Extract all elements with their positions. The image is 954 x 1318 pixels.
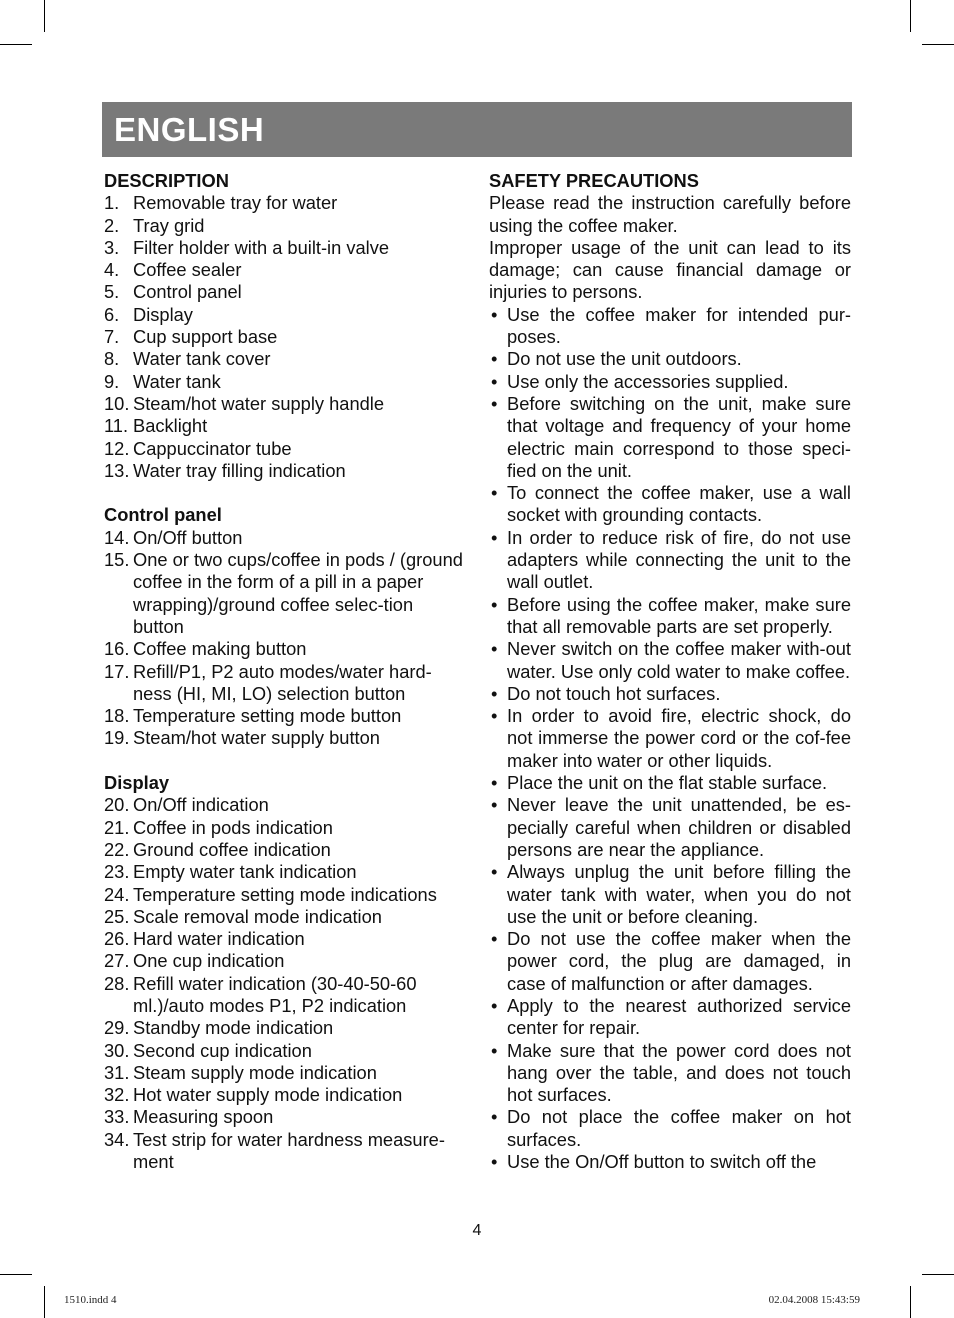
footer-timestamp: 02.04.2008 15:43:59: [768, 1294, 860, 1306]
list-item-number: 32.: [104, 1084, 130, 1106]
safety-intro-paragraph: Improper usage of the unit can lead to its damage; can cause financial damage or injuries to persons.: [489, 236, 851, 303]
list-item-text: Removable tray for water: [133, 192, 338, 214]
list-item-text: Coffee sealer: [133, 259, 242, 281]
list-item-text: Cup support base: [133, 326, 278, 348]
footer-file-info: 1510.indd 4: [64, 1294, 117, 1306]
list-item-number: 33.: [104, 1106, 130, 1128]
list-item: [104, 906, 466, 928]
list-item: [104, 304, 466, 326]
safety-bullet-text: To connect the coffee maker, use a wall socket with grounding contacts.: [507, 482, 851, 526]
list-item-number: 1.: [104, 192, 120, 214]
list-item: [104, 1017, 466, 1039]
safety-bullet-text: Apply to the nearest authorized service center for repair.: [507, 994, 851, 1039]
list-item: [104, 839, 466, 861]
control-panel-heading: Control panel: [104, 504, 222, 526]
list-item-number: 13.: [104, 459, 130, 481]
list-item: [104, 259, 466, 281]
crop-mark: [910, 0, 911, 32]
list-item-text: Measuring spoon: [133, 1106, 274, 1128]
crop-mark: [0, 1274, 32, 1275]
list-item-number: 20.: [104, 794, 130, 816]
crop-mark: [44, 0, 45, 32]
safety-bullet-text: Make sure that the power cord does not hang over the table, and does not touch hot surfaces.: [507, 1039, 851, 1106]
list-item-number: 5.: [104, 281, 120, 303]
list-item-number: 28.: [104, 972, 130, 994]
list-item-text: Steam/hot water supply button: [133, 727, 380, 749]
safety-bullet-text: Do not use the unit outdoors.: [507, 348, 742, 370]
bullet-icon: •: [491, 348, 498, 370]
safety-bullet-text: In order to reduce risk of fire, do not use adapters while connecting the unit to the wall outlet.: [507, 526, 851, 593]
list-item-text: Standby mode indication: [133, 1017, 334, 1039]
list-item: [104, 393, 466, 415]
list-item: [104, 281, 466, 303]
page-number: 4: [472, 1222, 482, 1239]
list-item-number: 23.: [104, 861, 130, 883]
list-item: [104, 1129, 466, 1174]
list-item-number: 19.: [104, 727, 130, 749]
list-item: [104, 1040, 466, 1062]
list-item-number: 31.: [104, 1061, 130, 1083]
list-item-text: Cappuccinator tube: [133, 437, 292, 459]
list-item-text: Filter holder with a built-in valve: [133, 236, 390, 258]
safety-bullet-text: Do not place the coffee maker on hot surfaces.: [507, 1106, 851, 1150]
list-item-text: Display: [133, 303, 193, 325]
safety-intro-paragraph: Please read the instruction carefully before using the coffee maker.: [489, 192, 851, 236]
bullet-icon: •: [491, 593, 498, 615]
list-item: [104, 1084, 466, 1106]
safety-bullet-item: [489, 527, 851, 594]
list-item-number: 18.: [104, 705, 130, 727]
list-item-number: 8.: [104, 348, 120, 370]
list-item: [104, 661, 466, 706]
list-item-text: Water tray filling indication: [133, 459, 346, 481]
crop-mark: [910, 1286, 911, 1318]
list-item-number: 27.: [104, 950, 130, 972]
banner-title: ENGLISH: [114, 111, 265, 148]
list-item-number: 7.: [104, 326, 120, 348]
list-item-number: 25.: [104, 905, 130, 927]
list-item-text: Steam supply mode indication: [133, 1061, 377, 1083]
safety-bullet-item: [489, 371, 851, 393]
list-item: [104, 192, 466, 214]
list-item-text: Scale removal mode indication: [133, 905, 382, 927]
safety-bullet-item: [489, 928, 851, 995]
list-item-text: On/Off indication: [133, 794, 269, 816]
list-item: [104, 950, 466, 972]
safety-bullet-item: [489, 995, 851, 1040]
bullet-icon: •: [491, 705, 498, 727]
list-item: [104, 371, 466, 393]
safety-bullet-text: Before switching on the unit, make sure that voltage and frequency of your home electric main correspond to those speci-fied on the unit.: [507, 392, 851, 481]
safety-bullet-item: [489, 683, 851, 705]
language-banner: [102, 102, 852, 157]
bullet-icon: •: [491, 482, 498, 504]
bullet-icon: •: [491, 772, 498, 794]
list-item-number: 11.: [104, 415, 129, 437]
list-item: [104, 549, 466, 638]
list-item-number: 4.: [104, 259, 120, 281]
list-item-text: Control panel: [133, 281, 242, 303]
list-item-number: 9.: [104, 370, 120, 392]
list-item-text: Empty water tank indication: [133, 861, 357, 883]
list-item-number: 21.: [104, 816, 130, 838]
safety-bullet-text: Use only the accessories supplied.: [507, 370, 789, 392]
list-item-text: Water tank: [133, 370, 221, 392]
left-column: [104, 170, 466, 1173]
safety-bullet-text: Before using the coffee maker, make sure that all removable parts are set properly.: [507, 593, 851, 637]
safety-bullet-text: Always unplug the unit before filling the water tank with water, when you do not use the unit or before cleaning.: [507, 861, 851, 927]
bullet-icon: •: [491, 861, 498, 883]
bullet-icon: •: [491, 682, 498, 704]
bullet-icon: •: [491, 1106, 498, 1128]
list-item: [104, 928, 466, 950]
bullet-icon: •: [491, 370, 498, 392]
list-item: [104, 973, 466, 1018]
safety-heading: SAFETY PRECAUTIONS: [489, 170, 699, 191]
list-item: [104, 638, 466, 660]
list-item-text: Refill water indication (30-40-50-60 ml.)/auto modes P1, P2 indication: [133, 972, 417, 1016]
list-item: [104, 884, 466, 906]
safety-bullet-item: [489, 1151, 851, 1173]
list-item: [104, 438, 466, 460]
list-item: [104, 705, 466, 727]
safety-bullet-item: [489, 594, 851, 639]
list-item-text: Ground coffee indication: [133, 838, 331, 860]
list-item-text: On/Off button: [133, 526, 243, 548]
safety-bullet-item: [489, 638, 851, 683]
list-item-text: Refill/P1, P2 auto modes/water hard-ness (HI, MI, LO) selection button: [133, 660, 432, 704]
bullet-icon: •: [491, 1039, 498, 1061]
list-item-number: 16.: [104, 638, 130, 660]
control-panel-list: [104, 527, 466, 750]
display-list: [104, 794, 466, 1173]
list-item-number: 12.: [104, 437, 130, 459]
list-item: [104, 1106, 466, 1128]
list-item: [104, 348, 466, 370]
list-item-text: Steam/hot water supply handle: [133, 392, 385, 414]
list-item: [104, 817, 466, 839]
safety-bullet-item: [489, 1040, 851, 1107]
list-item-text: Tray grid: [133, 214, 205, 236]
safety-bullet-text: Never switch on the coffee maker with-out water. Use only cold water to make coffee.: [507, 638, 851, 682]
safety-bullet-item: [489, 794, 851, 861]
bullet-icon: •: [491, 794, 498, 816]
list-item: [104, 460, 466, 482]
bullet-icon: •: [491, 526, 498, 548]
bullet-icon: •: [491, 994, 498, 1016]
safety-bullet-item: [489, 393, 851, 482]
crop-mark: [922, 1274, 954, 1275]
list-item-text: Test strip for water hardness measure-ment: [133, 1128, 445, 1173]
list-item: [104, 727, 466, 749]
safety-bullet-item: [489, 772, 851, 794]
description-heading: DESCRIPTION: [104, 170, 229, 191]
list-item-number: 34.: [104, 1128, 130, 1150]
list-item-text: One or two cups/coffee in pods / (ground coffee in the form of a pill in a paper wrapping)/ground coffee selec-tion button: [133, 549, 463, 637]
list-item-number: 14.: [104, 526, 130, 548]
list-item-text: Temperature setting mode button: [133, 705, 402, 727]
list-item-number: 3.: [104, 236, 120, 258]
list-item-number: 15.: [104, 549, 130, 571]
crop-mark: [0, 44, 32, 45]
list-item-number: 6.: [104, 303, 120, 325]
list-item: [104, 237, 466, 259]
list-item-number: 24.: [104, 883, 130, 905]
list-item-number: 26.: [104, 928, 130, 950]
safety-bullet-list: [489, 304, 851, 1174]
description-list: [104, 192, 466, 482]
right-column: [489, 170, 851, 1173]
safety-bullet-item: [489, 304, 851, 349]
list-item-text: Second cup indication: [133, 1039, 312, 1061]
list-item: [104, 794, 466, 816]
list-item: [104, 1062, 466, 1084]
safety-bullet-text: Use the coffee maker for intended pur-poses.: [507, 303, 851, 348]
bullet-icon: •: [491, 928, 498, 950]
list-item: [104, 326, 466, 348]
safety-bullet-text: In order to avoid fire, electric shock, do not immerse the power cord or the cof-fee maker into water or other liquids.: [507, 705, 851, 771]
list-item-text: Hot water supply mode indication: [133, 1084, 403, 1106]
display-heading: Display: [104, 772, 170, 794]
list-item-text: Hard water indication: [133, 928, 305, 950]
safety-bullet-text: Place the unit on the flat stable surface.: [507, 772, 828, 794]
list-item-text: Water tank cover: [133, 348, 271, 370]
safety-bullet-text: Do not touch hot surfaces.: [507, 682, 721, 704]
bullet-icon: •: [491, 392, 498, 414]
bullet-icon: •: [491, 638, 498, 660]
list-item: [104, 215, 466, 237]
list-item-number: 10.: [104, 392, 130, 414]
bullet-icon: •: [491, 303, 498, 325]
safety-bullet-text: Never leave the unit unattended, be es-pecially careful when children or disabled persons are near the appliance.: [507, 794, 851, 860]
list-item-number: 17.: [104, 660, 130, 682]
list-item-text: Coffee in pods indication: [133, 816, 333, 838]
list-item-text: Backlight: [133, 415, 208, 437]
safety-bullet-item: [489, 861, 851, 928]
safety-bullet-item: [489, 1106, 851, 1151]
crop-mark: [44, 1286, 45, 1318]
list-item-number: 22.: [104, 838, 130, 860]
safety-bullet-item: [489, 705, 851, 772]
list-item-text: Temperature setting mode indications: [133, 883, 437, 905]
crop-mark: [922, 44, 954, 45]
list-item-number: 29.: [104, 1017, 130, 1039]
list-item: [104, 415, 466, 437]
list-item-text: Coffee making button: [133, 638, 307, 660]
safety-bullet-item: [489, 482, 851, 527]
list-item: [104, 527, 466, 549]
list-item: [104, 861, 466, 883]
list-item-text: One cup indication: [133, 950, 285, 972]
list-item-number: 2.: [104, 214, 120, 236]
bullet-icon: •: [491, 1151, 498, 1173]
safety-bullet-text: Use the On/Off button to switch off the: [507, 1151, 817, 1173]
safety-bullet-item: [489, 348, 851, 370]
list-item-number: 30.: [104, 1039, 130, 1061]
safety-bullet-text: Do not use the coffee maker when the power cord, the plug are damaged, in case of malfunction or after damages.: [507, 928, 851, 994]
